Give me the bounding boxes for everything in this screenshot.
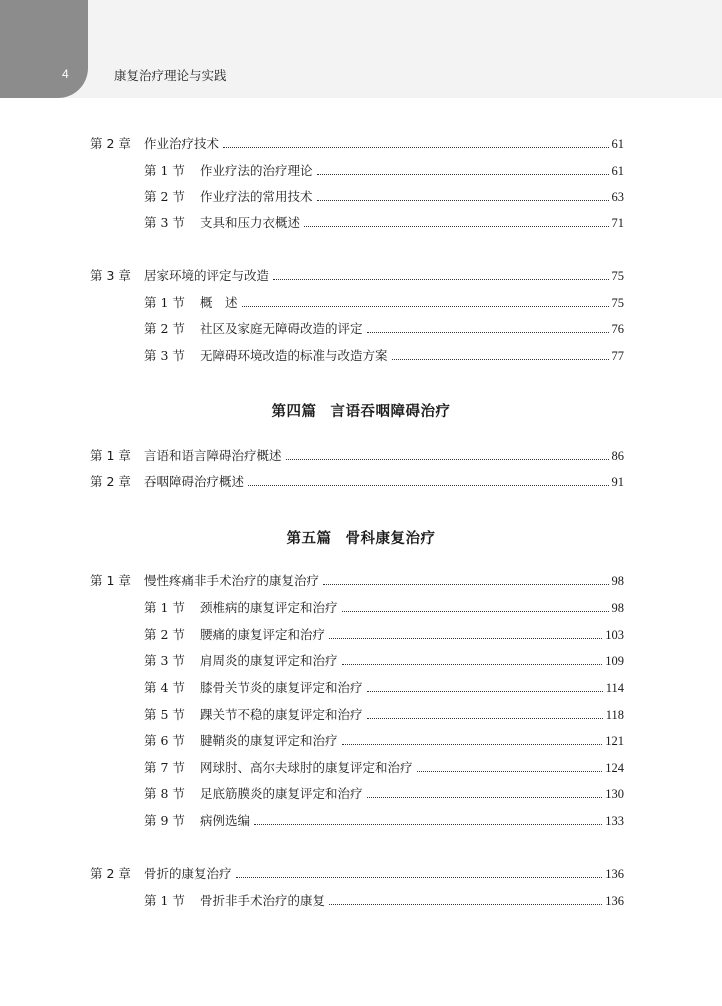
dot-leader xyxy=(342,610,609,612)
toc-entry-title: 腱鞘炎的康复评定和治疗 xyxy=(200,733,338,748)
toc-entry-page: 71 xyxy=(611,216,624,230)
dot-leader xyxy=(342,743,603,745)
toc-entry-title: 支具和压力衣概述 xyxy=(200,215,301,230)
dot-leader xyxy=(236,876,603,878)
toc-entry-page: 75 xyxy=(611,269,624,283)
toc-section[interactable] xyxy=(90,811,624,831)
toc-entry-title: 社区及家庭无障碍改造的评定 xyxy=(200,321,363,336)
toc-entry-page: 121 xyxy=(605,734,624,748)
toc-entry-title: 概 述 xyxy=(200,295,238,310)
toc-entry-title: 踝关节不稳的康复评定和治疗 xyxy=(200,707,363,722)
toc-entry-title: 无障碍环境改造的标准与改造方案 xyxy=(200,348,388,363)
page-number-tab xyxy=(0,0,88,98)
toc-entry-number: 第 2 章 xyxy=(90,136,131,151)
toc-entry-page: 109 xyxy=(605,654,624,668)
toc-chapter[interactable] xyxy=(90,571,624,591)
toc-section[interactable] xyxy=(90,891,624,911)
toc-entry-number: 第 9 节 xyxy=(144,813,185,828)
toc-entry-title: 吞咽障碍治疗概述 xyxy=(144,474,245,489)
dot-leader xyxy=(248,484,608,486)
part-name: 骨科康复治疗 xyxy=(345,531,436,547)
toc-entry-number: 第 1 节 xyxy=(144,163,185,178)
toc-chapter[interactable] xyxy=(90,446,624,466)
dot-leader xyxy=(342,663,603,665)
toc-section[interactable] xyxy=(90,705,624,725)
toc-entry-number: 第 3 章 xyxy=(90,268,131,283)
part-title[interactable] xyxy=(0,400,722,421)
toc-section[interactable] xyxy=(90,731,624,751)
dot-leader xyxy=(323,583,608,585)
toc-entry-title: 肩周炎的康复评定和治疗 xyxy=(200,653,338,668)
toc-entry-number: 第 7 节 xyxy=(144,760,185,775)
toc-entry-page: 114 xyxy=(605,681,624,695)
toc-entry-title: 足底筋膜炎的康复评定和治疗 xyxy=(200,786,363,801)
dot-leader xyxy=(304,225,608,227)
toc-entry-page: 136 xyxy=(605,894,624,908)
part-number: 第五篇 xyxy=(286,531,332,547)
toc-entry-number: 第 6 节 xyxy=(144,733,185,748)
toc-entry-number: 第 5 节 xyxy=(144,707,185,722)
toc-chapter[interactable] xyxy=(90,864,624,884)
toc-entry-number: 第 1 节 xyxy=(144,893,185,908)
toc-entry-page: 98 xyxy=(611,574,624,588)
toc-entry-number: 第 4 节 xyxy=(144,680,185,695)
dot-leader xyxy=(367,796,603,798)
toc-entry-page: 98 xyxy=(611,601,624,615)
toc-section[interactable] xyxy=(90,346,624,366)
toc-entry-page: 103 xyxy=(605,628,624,642)
toc-section[interactable] xyxy=(90,161,624,181)
dot-leader xyxy=(329,637,602,639)
dot-leader xyxy=(367,717,603,719)
dot-leader xyxy=(286,458,609,460)
toc-chapter[interactable] xyxy=(90,134,624,154)
toc-entry-number: 第 3 节 xyxy=(144,653,185,668)
toc-entry-title: 网球肘、高尔夫球肘的康复评定和治疗 xyxy=(200,760,413,775)
toc-entry-page: 91 xyxy=(611,475,624,489)
toc-entry-title: 作业疗法的常用技术 xyxy=(200,189,313,204)
page-number: 4 xyxy=(62,67,69,81)
toc-entry-number: 第 1 章 xyxy=(90,573,131,588)
toc-entry-title: 言语和语言障碍治疗概述 xyxy=(144,448,282,463)
toc-section[interactable] xyxy=(90,678,624,698)
part-title[interactable] xyxy=(0,527,722,548)
part-name: 言语吞咽障碍治疗 xyxy=(330,404,451,420)
toc-entry-title: 骨折的康复治疗 xyxy=(144,866,232,881)
toc-entry-number: 第 2 节 xyxy=(144,321,185,336)
toc-entry-page: 61 xyxy=(611,164,624,178)
toc-entry-title: 作业治疗技术 xyxy=(144,136,220,151)
dot-leader xyxy=(317,173,609,175)
toc-entry-page: 61 xyxy=(611,137,624,151)
dot-leader xyxy=(223,146,608,148)
toc-chapter[interactable] xyxy=(90,472,624,492)
toc-entry-page: 86 xyxy=(611,449,624,463)
toc-entry-number: 第 1 节 xyxy=(144,600,185,615)
toc-entry-page: 130 xyxy=(605,787,624,801)
dot-leader xyxy=(329,903,602,905)
toc-entry-page: 133 xyxy=(605,814,624,828)
toc-entry-number: 第 1 章 xyxy=(90,448,131,463)
toc-entry-page: 63 xyxy=(611,190,624,204)
dot-leader xyxy=(317,199,609,201)
toc-entry-page: 77 xyxy=(611,349,624,363)
toc-entry-title: 居家环境的评定与改造 xyxy=(144,268,270,283)
dot-leader xyxy=(254,823,602,825)
toc-entry-page: 75 xyxy=(611,296,624,310)
dot-leader xyxy=(367,331,609,333)
toc-entry-page: 76 xyxy=(611,322,624,336)
toc-section[interactable] xyxy=(90,784,624,804)
toc-entry-number: 第 3 节 xyxy=(144,348,185,363)
toc-section[interactable] xyxy=(90,187,624,207)
toc-entry-number: 第 1 节 xyxy=(144,295,185,310)
toc-entry-number: 第 2 章 xyxy=(90,866,131,881)
toc-entry-number: 第 8 节 xyxy=(144,786,185,801)
toc-entry-title: 作业疗法的治疗理论 xyxy=(200,163,313,178)
toc-entry-title: 腰痛的康复评定和治疗 xyxy=(200,627,326,642)
toc-section[interactable] xyxy=(90,758,624,778)
toc-section[interactable] xyxy=(90,213,624,233)
toc-entry-number: 第 2 节 xyxy=(144,627,185,642)
running-header xyxy=(0,0,722,98)
toc-chapter[interactable] xyxy=(90,266,624,286)
part-number: 第四篇 xyxy=(271,404,317,420)
dot-leader xyxy=(367,690,603,692)
dot-leader xyxy=(417,770,603,772)
book-title: 康复治疗理论与实践 xyxy=(114,68,227,83)
toc-section[interactable] xyxy=(90,319,624,339)
toc-entry-title: 骨折非手术治疗的康复 xyxy=(200,893,326,908)
toc-entry-page: 118 xyxy=(605,708,624,722)
toc-entry-title: 病例选编 xyxy=(200,813,251,828)
toc-entry-page: 136 xyxy=(605,867,624,881)
toc-section[interactable] xyxy=(90,293,624,313)
toc-entry-title: 慢性疼痛非手术治疗的康复治疗 xyxy=(144,573,320,588)
dot-leader xyxy=(392,358,609,360)
toc-section[interactable] xyxy=(90,651,624,671)
dot-leader xyxy=(242,305,609,307)
toc-section[interactable] xyxy=(90,625,624,645)
dot-leader xyxy=(273,278,608,280)
toc-entry-page: 124 xyxy=(605,761,624,775)
toc-entry-title: 颈椎病的康复评定和治疗 xyxy=(200,600,338,615)
toc-entry-number: 第 2 节 xyxy=(144,189,185,204)
toc-entry-number: 第 3 节 xyxy=(144,215,185,230)
toc-entry-title: 膝骨关节炎的康复评定和治疗 xyxy=(200,680,363,695)
toc-section[interactable] xyxy=(90,598,624,618)
toc-entry-number: 第 2 章 xyxy=(90,474,131,489)
